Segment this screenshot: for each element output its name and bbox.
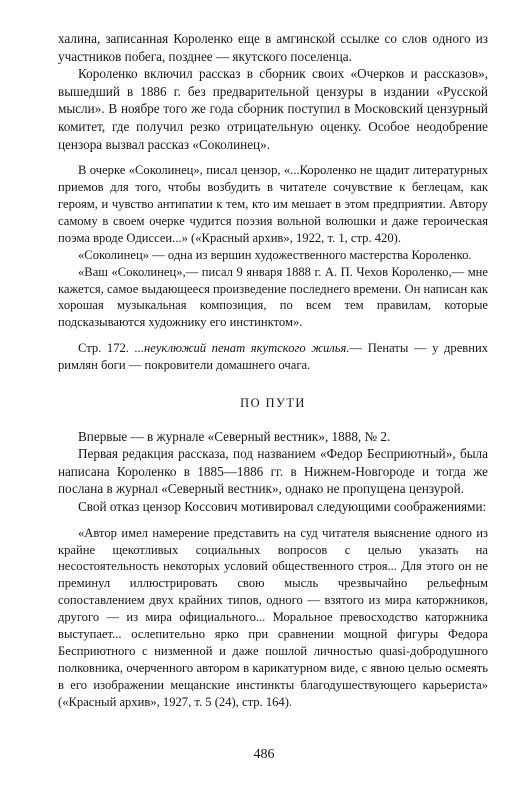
paragraph-first-publication: Впервые — в журнале «Северный вестник», 1888, № 2. — [78, 428, 391, 444]
section-title: ПО ПУТИ — [240, 396, 306, 411]
footnote-explanation: — Пенаты — у древних римлян боги — покровители домашнего очага. — [58, 341, 489, 373]
page-number: 486 — [253, 747, 275, 762]
footnote-penates — [58, 340, 488, 374]
chekhov-quote: «Ваш «Соколинец»,— писал 9 января 1888 г. А. П. Чехов Короленко,— мне кажется, самое выдающееся произведение последнего времени. Он написан как хорошая музыкальная композиция, по всем тем правилам, которые подсказываются художнику его инстинктом». — [58, 264, 488, 330]
footnote-page-ref: Стр. 172. — [78, 341, 129, 356]
censor-kossovich-quote: «Автор имел намерение представить на суд читателя выяснение одного из крайне щекотливых социальных вопросов с целью указать на несостоятельность некоторых условий общественного строя... Для этого он не преминул иллюстрировать свою мысль чрезвычайно рельефным сопоставлением двух крайних типов, одного — взятого из мира каторжников, другого — из мира официального... Моральное превосходство каторжника выступает... ослепительно ярко при сравнении мощной фигуры Федора Бесприютного с низменной и даже пошлой личностью quasi-добродушного полковника, очерченного автором в карикатурном виде, с явною целью осмеять в его изображении мещанские инстинкты благодушествующего карьериста» («Красный архив», 1927, т. 5 (24), стр. 164). — [58, 525, 488, 709]
paragraph-mastery: «Соколинец» — одна из вершин художественного мастерства Короленко. — [78, 247, 472, 262]
paragraph-continuation: халина, записанная Короленко еще в амгинской ссылке со слов одного из участников побега, позднее — якутского поселенца. — [58, 31, 488, 64]
paragraph-censor-refusal: Свой отказ цензор Коссович мотивировал следующими соображениями: — [78, 499, 487, 514]
censor-quote: В очерке «Соколинец», писал цензор, «...Короленко не щадит литературных приемов для того, чтобы возбудить в читателе сочувствие к беглецам, как героям, и чувство антипатии к тем, кто им мешает в этом предприятии. Автору самому в своем очерке чудится поэзия вольной волюшки и даже героическая поэма вроде Одиссеи...» («Красный архив», 1922, т. 1, стр. 420). — [58, 163, 488, 245]
footnote-quoted-phrase: ...неуклюжий пенат якутского жилья. — [134, 341, 350, 356]
paragraph-first-edition: Первая редакция рассказа, под названием «Федор Бесприютный», была написана Короленко в 1885—1886 гг. в Нижнем-Новгороде и тогда же послана в журнал «Северный вестник», однако не пропущена цензурой. — [58, 446, 488, 497]
paragraph-collection-history: Короленко включил рассказ в сборник своих «Очерков и рассказов», вышедший в 1886 г. без предварительной цензуры в издании «Русской мысли». В ноябре того же года сборник поступил в Московский цензурный комитет, где получил резко отрицательную оценку. Особое неодобрение цензора вызвал рассказ «Соколинец». — [58, 66, 488, 152]
